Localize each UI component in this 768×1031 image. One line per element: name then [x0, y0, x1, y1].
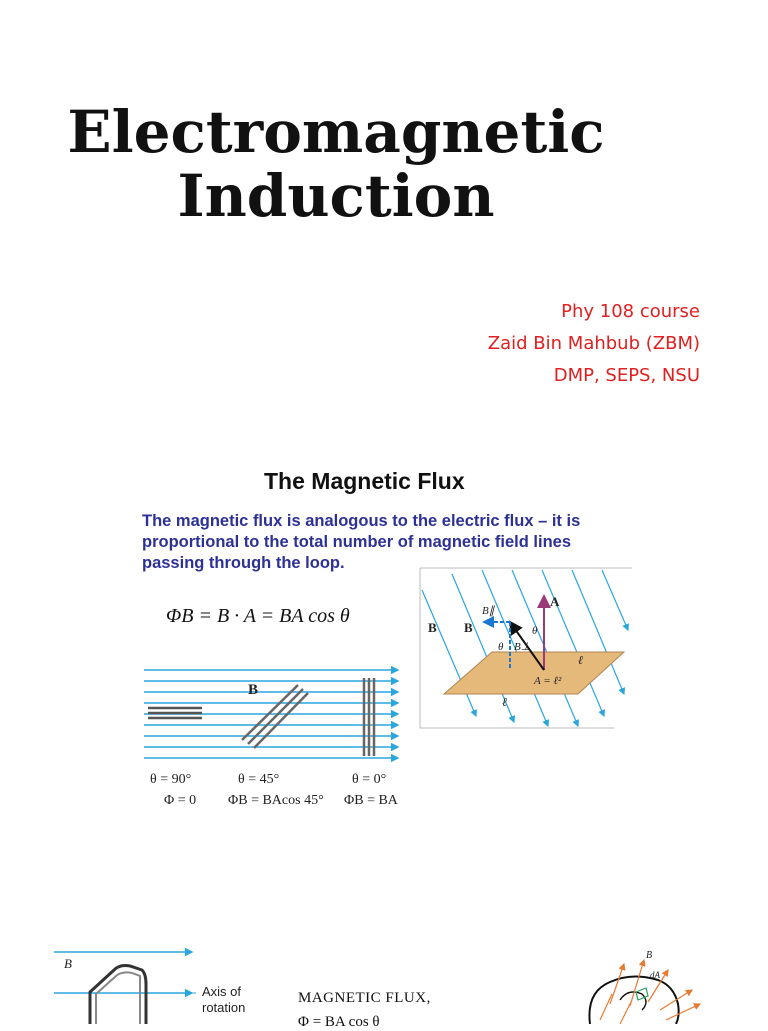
surface-b-label: B	[646, 950, 653, 961]
field-label-vector: B	[464, 620, 473, 635]
surface-da-label: dA	[650, 970, 660, 980]
theta-label-left: θ	[498, 641, 504, 653]
field-label-left: B	[428, 620, 437, 635]
loop-plane	[444, 652, 624, 694]
bottom-field-label: B	[64, 956, 72, 971]
area-label: A = ℓ²	[534, 675, 562, 687]
theta-label-right: θ	[532, 625, 538, 637]
b-parallel-label: B∥	[482, 605, 495, 617]
closed-surface	[589, 976, 678, 1024]
slide-title	[0, 100, 672, 228]
course-name: Phy 108 course	[561, 301, 700, 322]
magnetic-flux-caption: MAGNETIC FLUX,	[298, 990, 431, 1006]
title-line-2: Induction	[177, 162, 495, 230]
b-perp-label: B⊥	[514, 641, 531, 653]
axis-label-line-2: rotation	[202, 1000, 246, 1015]
loop-vector-figure	[418, 566, 632, 734]
theta-45-label: θ = 45°	[238, 772, 280, 787]
area-vector-label: A	[550, 594, 560, 609]
section-heading: The Magnetic Flux	[264, 468, 465, 494]
field-label-b: B	[248, 682, 259, 698]
axis-label-line-1: Axis of	[202, 984, 242, 999]
flux-90-label: Φ = 0	[164, 793, 197, 808]
author-name: Zaid Bin Mahbub (ZBM)	[487, 333, 700, 354]
section-body-text: The magnetic flux is analogous to the electric flux – it is proportional to the total number of magnetic field lines passing through the loop.	[142, 512, 581, 572]
magnetic-flux-formula: Φ = BA cos θ	[298, 1014, 380, 1030]
flux-formula: ΦB = B · A = BA cos θ	[166, 605, 350, 627]
title-line-1: Electromagnetic	[67, 98, 605, 166]
rotating-coil-figure	[50, 944, 290, 1024]
flux-0-label: ΦB = BA	[344, 793, 398, 808]
surface-flux-figure	[580, 944, 710, 1024]
loop-theta-0	[364, 678, 374, 756]
credits-block	[488, 296, 700, 392]
theta-0-label: θ = 0°	[352, 772, 387, 787]
department-name: DMP, SEPS, NSU	[553, 365, 700, 386]
side-label-1: ℓ	[502, 695, 507, 709]
theta-90-label: θ = 90°	[150, 772, 192, 787]
orientation-figure	[140, 660, 405, 815]
flux-45-label: ΦB = BAcos 45°	[228, 793, 324, 808]
loop-theta-90	[148, 708, 202, 718]
side-label-2: ℓ	[578, 653, 583, 667]
